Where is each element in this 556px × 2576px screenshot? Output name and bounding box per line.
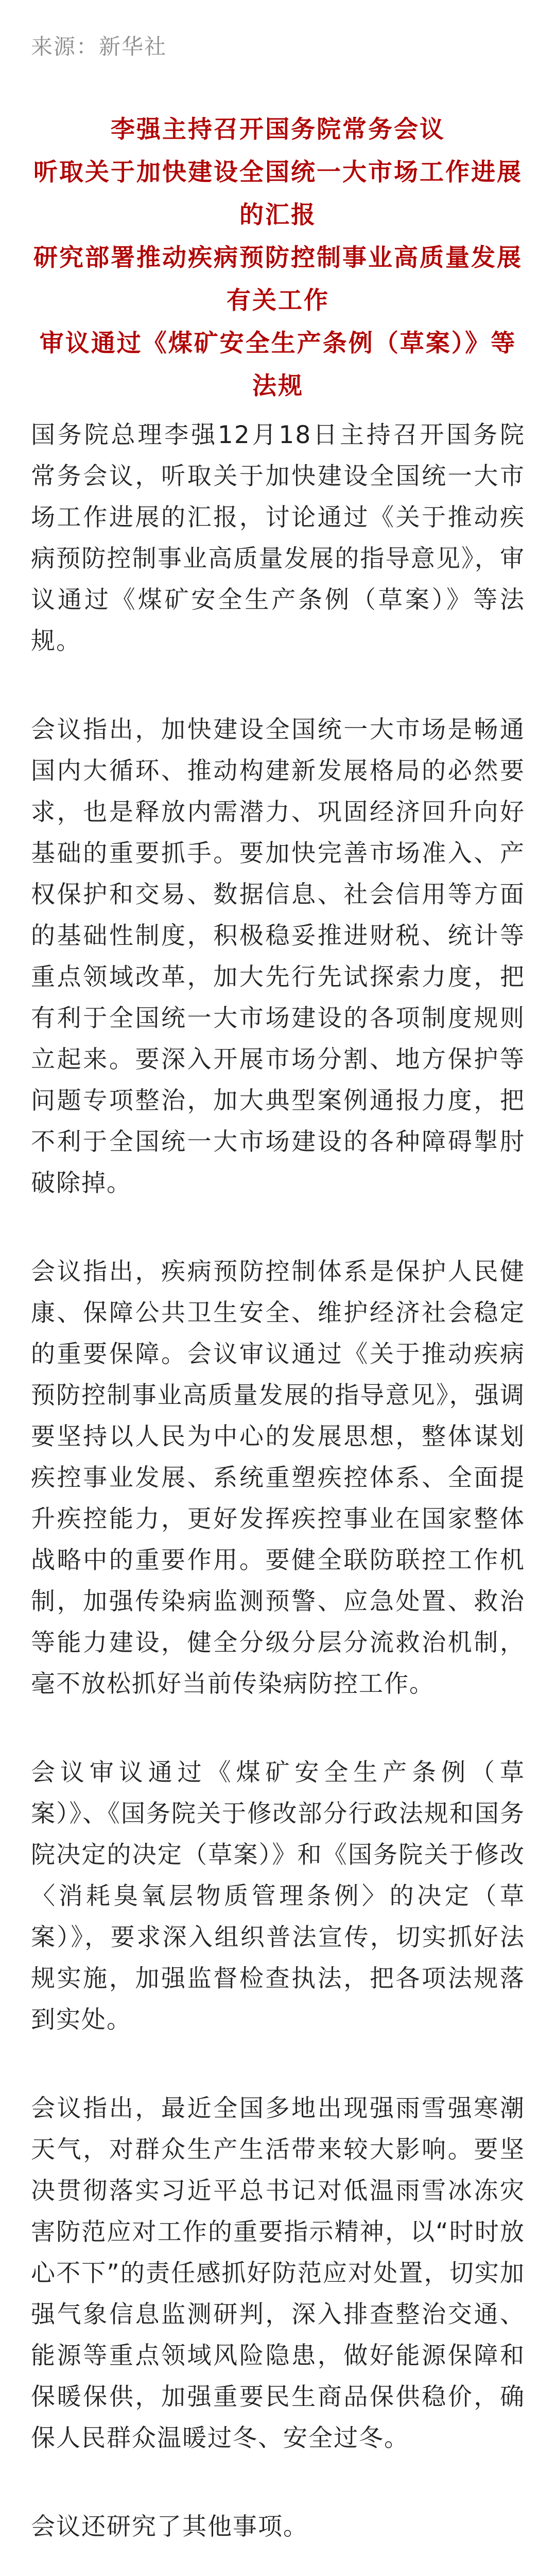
paragraph-weather-response: 会议指出，最近全国多地出现强雨雪强寒潮天气，对群众生产生活带来较大影响。要坚决贯彻落实习近平总书记对低温雨雪冰冻灾害防范应对工作的重要指示精神，以“时时放心不下”的责任感抓好防范应对处置，切实加强气象信息监测研判，深入排查整治交通、能源等重点领域风险隐患，做好能源保障和保暖保供，加强重要民生商品保供稳价，确保人民群众温暖过冬、安全过冬。 (31, 2094, 525, 2452)
news-source: 来源：新华社 (31, 34, 167, 59)
article-headline (31, 108, 525, 408)
headline-line-4: 审议通过《煤矿安全生产条例（草案）》等法规 (39, 329, 517, 400)
paragraph-other-matters: 会议还研究了其他事项。 (31, 2513, 308, 2541)
paragraph-intro: 国务院总理李强12月18日主持召开国务院常务会议，听取关于加快建设全国统一大市场工作进展的汇报，讨论通过《关于推动疾病预防控制事业高质量发展的指导意见》，审议通过《煤矿安全生产条例（草案）》等法规。 (31, 421, 525, 655)
paragraph-unified-market: 会议指出，加快建设全国统一大市场是畅通国内大循环、推动构建新发展格局的必然要求，也是释放内需潜力、巩固经济回升向好基础的重要抓手。要加快完善市场准入、产权保护和交易、数据信息、社会信用等方面的基础性制度，积极稳妥推进财税、统计等重点领域改革，加大先行先试探索力度，把有利于全国统一大市场建设的各项制度规则立起来。要深入开展市场分割、地方保护等问题专项整治，加大典型案例通报力度，把不利于全国统一大市场建设的各种障碍掣肘破除掉。 (31, 716, 525, 1197)
headline-line-3: 研究部署推动疾病预防控制事业高质量发展有关工作 (33, 244, 523, 315)
article-body (31, 415, 525, 2576)
paragraph-regulations: 会议审议通过《煤矿安全生产条例（草案）》、《国务院关于修改部分行政法规和国务院决定的决定（草案）》和《国务院关于修改〈消耗臭氧层物质管理条例〉的决定（草案）》，要求深入组织普法宣传，切实抓好法规实施，加强监督检查执法，把各项法规落到实处。 (31, 1758, 525, 2034)
paragraph-disease-control: 会议指出，疾病预防控制体系是保护人民健康、保障公共卫生安全、维护经济社会稳定的重要保障。会议审议通过《关于推动疾病预防控制事业高质量发展的指导意见》，强调要坚持以人民为中心的发展思想，整体谋划疾控事业发展、系统重塑疾控体系、全面提升疾控能力，更好发挥疾控事业在国家整体战略中的重要作用。要健全联防联控工作机制，加强传染病监测预警、应急处置、救治等能力建设，健全分级分层分流救治机制，毫不放松抓好当前传染病防控工作。 (31, 1258, 525, 1698)
headline-line-2: 听取关于加快建设全国统一大市场工作进展的汇报 (33, 158, 523, 229)
headline-line-1: 李强主持召开国务院常务会议 (111, 115, 445, 144)
